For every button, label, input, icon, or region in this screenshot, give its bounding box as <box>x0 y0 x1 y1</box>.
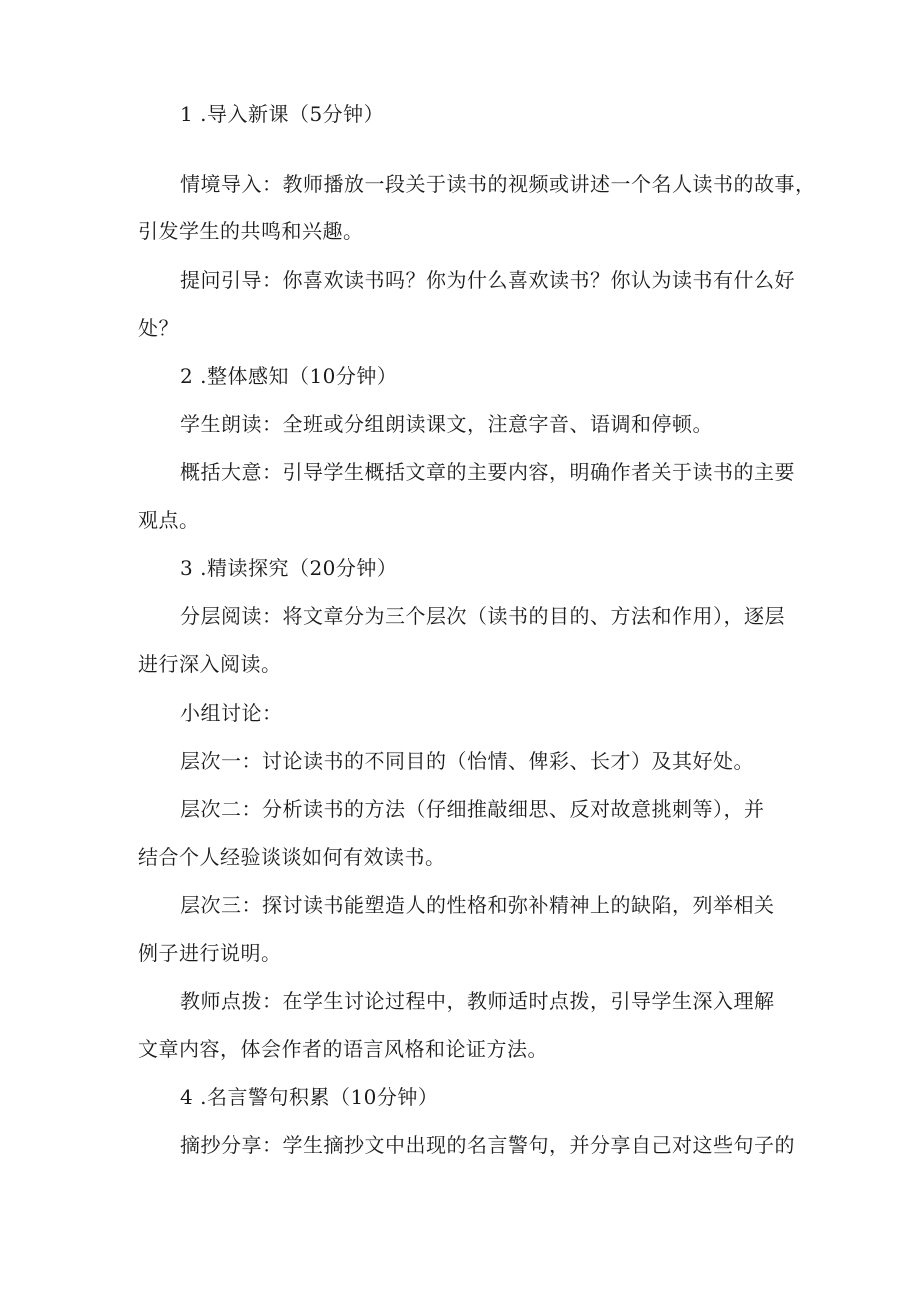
section-heading-1: 1 .导入新课（5分钟） <box>180 102 385 126</box>
paragraph-line: 层次二：分析读书的方法（仔细推敲细思、反对故意挑刺等），并 <box>180 797 765 821</box>
paragraph-line: 结合个人经验谈谈如何有效读书。 <box>138 845 446 869</box>
paragraph-line: 观点。 <box>138 508 200 532</box>
paragraph-line: 小组讨论： <box>180 701 283 725</box>
paragraph-line: 提问引导：你喜欢读书吗？你为什么喜欢读书？你认为读书有什么好 <box>180 268 795 292</box>
paragraph-line: 摘抄分享：学生摘抄文中出现的名言警句，并分享自己对这些句子的 <box>180 1133 795 1157</box>
paragraph-line: 引发学生的共鸣和兴趣。 <box>138 219 364 243</box>
paragraph-line: 处？ <box>138 316 179 340</box>
section-heading-3: 3 .精读探究（20分钟） <box>180 556 398 580</box>
section-heading-4: 4 .名言警句积累（10分钟） <box>180 1085 439 1109</box>
paragraph-line: 分层阅读：将文章分为三个层次（读书的目的、方法和作用），逐层 <box>180 604 785 628</box>
paragraph-line: 例子进行说明。 <box>138 941 282 965</box>
paragraph-line: 层次三：探讨读书能塑造人的性格和弥补精神上的缺陷，列举相关 <box>180 893 775 917</box>
paragraph-line: 教师点拨：在学生讨论过程中，教师适时点拨，引导学生深入理解 <box>180 989 775 1013</box>
paragraph-line: 层次一：讨论读书的不同目的（怡情、俾彩、长才）及其好处。 <box>180 749 754 773</box>
paragraph-line: 进行深入阅读。 <box>138 652 282 676</box>
section-heading-2: 2 .整体感知（10分钟） <box>180 364 398 388</box>
paragraph-line: 概括大意：引导学生概括文章的主要内容，明确作者关于读书的主要 <box>180 460 795 484</box>
paragraph-line: 情境导入：教师播放一段关于读书的视频或讲述一个名人读书的故事， <box>180 172 816 196</box>
paragraph-line: 学生朗读：全班或分组朗读课文，注意字音、语调和停顿。 <box>180 412 713 436</box>
paragraph-line: 文章内容，体会作者的语言风格和论证方法。 <box>138 1037 548 1061</box>
